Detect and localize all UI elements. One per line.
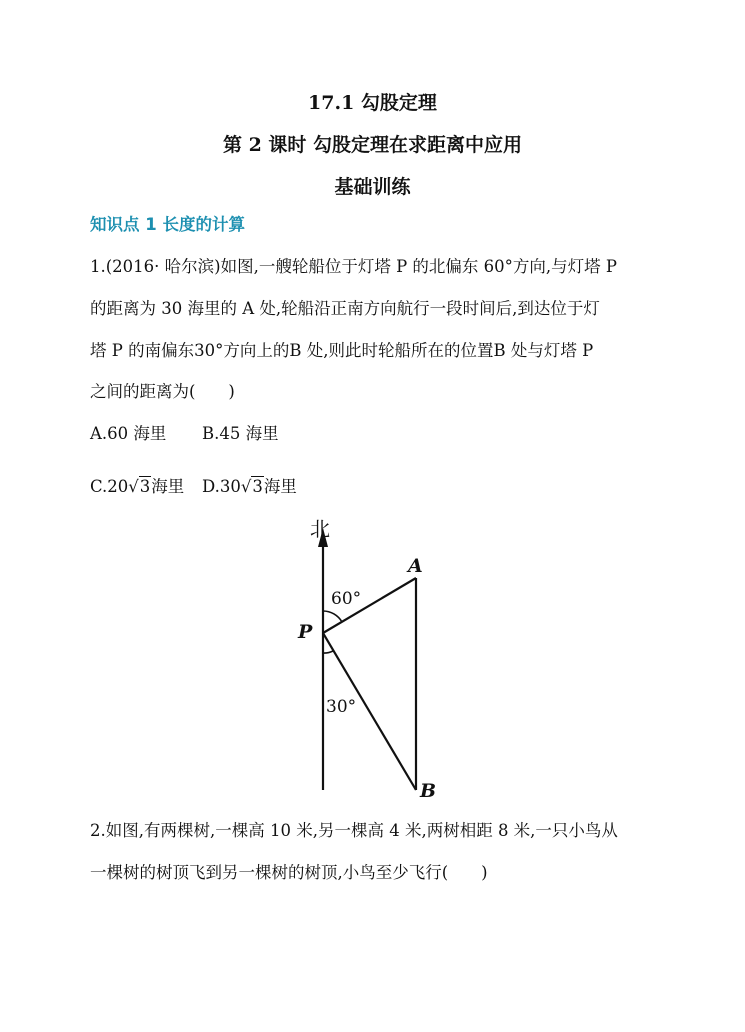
- question2-line-2: 一棵树的树顶飞到另一棵树的树顶,小鸟至少飞行( ): [90, 863, 488, 882]
- section-heading: 基础训练: [334, 176, 411, 198]
- option-a[interactable]: A.60 海里: [90, 424, 167, 443]
- lesson-subtitle: 第 2 课时 勾股定理在求距离中应用: [222, 134, 523, 156]
- angle-30-label: 30°: [326, 697, 357, 717]
- option-c-prefix: C.20: [90, 477, 129, 496]
- point-a-label: A: [408, 555, 423, 577]
- option-c-suffix: 海里: [151, 477, 185, 496]
- sqrt-symbol: √3: [240, 477, 263, 496]
- question1-line-4: 之间的距离为( ): [90, 382, 235, 401]
- question1-line-2: 的距离为 30 海里的 A 处,轮船沿正南方向航行一段时间后,到达位于灯: [90, 299, 600, 318]
- angle-60-label: 60°: [331, 589, 362, 609]
- angle-arc-30: [323, 651, 333, 653]
- option-d-suffix: 海里: [263, 477, 297, 496]
- option-b[interactable]: B.45 海里: [202, 424, 279, 443]
- option-d-prefix: D.30: [202, 477, 241, 496]
- option-d-radicand: 3: [252, 477, 263, 496]
- point-p-label: P: [298, 621, 313, 643]
- question2-line-1: 2.如图,有两棵树,一棵高 10 米,另一棵高 4 米,两树相距 8 米,一只小鸟从: [90, 821, 618, 840]
- question1-line-3: 塔 P 的南偏东30°方向上的B 处,则此时轮船所在的位置B 处与灯塔 P: [90, 341, 594, 360]
- option-c-radicand: 3: [139, 477, 151, 496]
- question1-line-1: 1.(2016· 哈尔滨)如图,一艘轮船位于灯塔 P 的北偏东 60°方向,与灯塔 P: [90, 257, 618, 276]
- north-label: 北: [310, 517, 330, 541]
- knowledge-point-heading: 知识点 1 长度的计算: [90, 215, 245, 234]
- page-title: 17.1 勾股定理: [308, 92, 437, 114]
- point-b-label: B: [420, 780, 437, 802]
- sqrt-symbol: √3: [128, 477, 151, 496]
- angle-arc-60: [323, 611, 342, 622]
